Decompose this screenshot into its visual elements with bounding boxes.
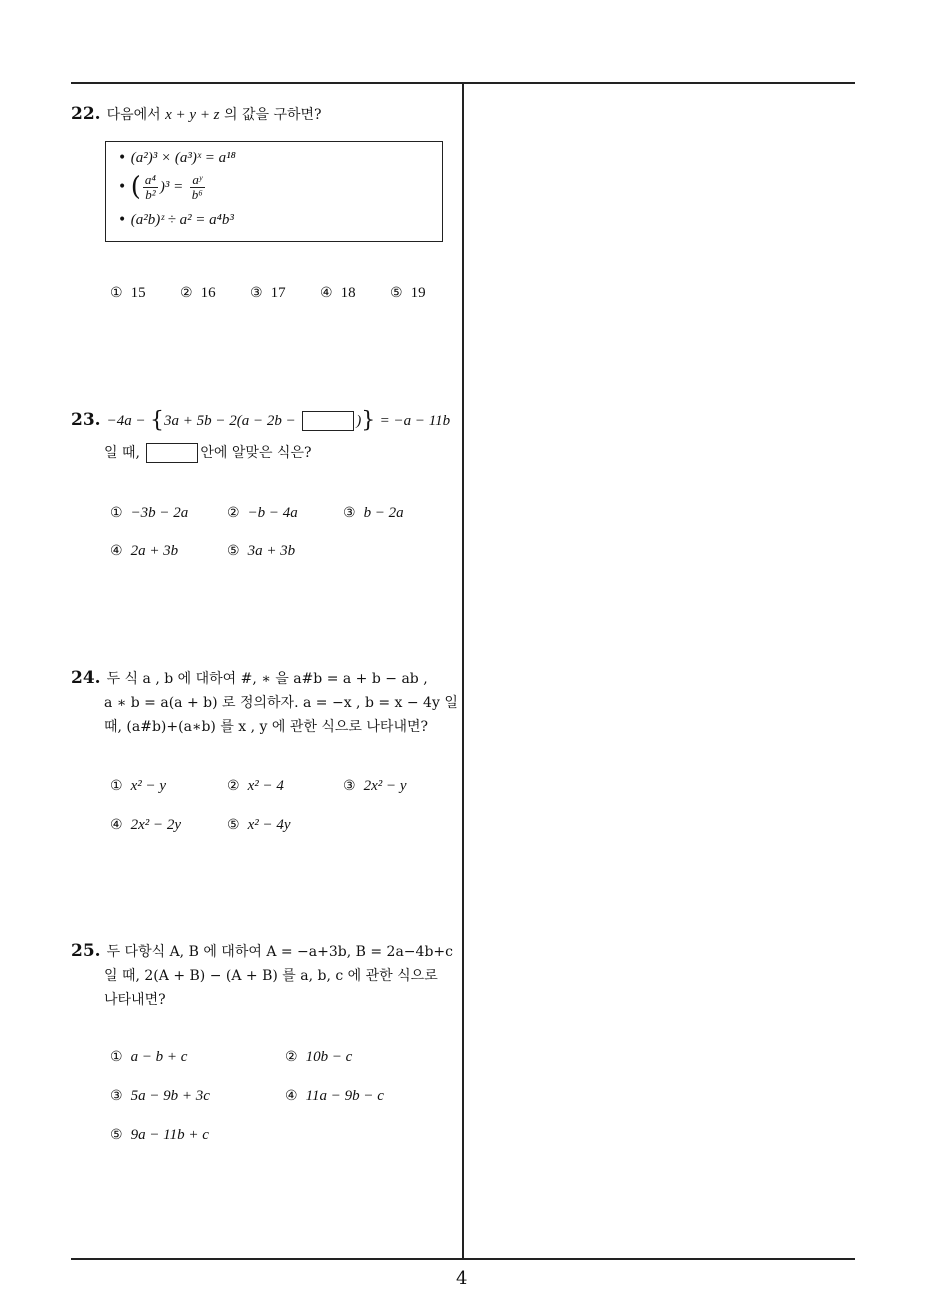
question-stem: 나타내면? bbox=[104, 992, 166, 1008]
question-23: 23. −4a − {3a + 5b − 2(a − 2b − )} = −a − 11b 일 때, 안에 알맞은 식은? bbox=[71, 408, 451, 461]
question-number: 24. bbox=[71, 668, 101, 688]
condition-1: • (a²)³ × (a³)ˣ = a¹⁸ bbox=[118, 150, 236, 166]
question-24 bbox=[71, 666, 459, 739]
condition-2: • ( $\frac{\text{a⁴}}{\text{b²}}$ )³ = $\frac{\text{aʸ}}{\text{b⁶}}$ bbox=[118, 171, 203, 202]
question-stem: 두 식 a , b 에 대하여 #, ∗ 을 a#b = a + b − ab , bbox=[106, 671, 428, 687]
choice-3[interactable]: ③ 17 bbox=[250, 285, 286, 301]
question-stem: 때, (a#b)+(a∗b) 를 x , y 에 관한 식으로 나타내면? bbox=[104, 719, 428, 735]
conditions-box bbox=[105, 141, 443, 242]
choice-5[interactable]: ⑤ x² − 4y bbox=[227, 817, 291, 833]
fraction: $\frac{\text{a⁴}}{\text{b²}}$ bbox=[144, 171, 156, 202]
question-stem: 의 값을 구하면? bbox=[219, 107, 322, 123]
choice-3[interactable]: ③ b − 2a bbox=[343, 505, 404, 521]
choice-4[interactable]: ④ 2a + 3b bbox=[110, 543, 179, 559]
page-number: 4 bbox=[456, 1268, 468, 1289]
choice-3[interactable]: ③ 2x² − y bbox=[343, 778, 407, 794]
choice-2[interactable]: ② 10b − c bbox=[285, 1049, 353, 1065]
choice-4[interactable]: ④ 2x² − 2y bbox=[110, 817, 181, 833]
question-number: 25. bbox=[71, 941, 101, 961]
choice-4[interactable]: ④ 11a − 9b − c bbox=[285, 1088, 384, 1104]
question-22 bbox=[71, 102, 459, 127]
question-number: 23. bbox=[71, 410, 101, 430]
question-stem: 일 때, 2(A + B) − (A + B) 를 a, b, c 에 관한 식으로 bbox=[104, 968, 438, 984]
choice-1[interactable]: ① −3b − 2a bbox=[110, 505, 189, 521]
condition-3: • (a²b)ᶻ ÷ a² = a⁴b³ bbox=[118, 212, 234, 228]
answer-blank bbox=[302, 411, 354, 431]
question-stem: a ∗ b = a(a + b) 로 정의하자. a = −x , b = x − 4y 일 bbox=[104, 695, 458, 711]
choice-1[interactable]: ① 15 bbox=[110, 285, 146, 301]
choice-5[interactable]: ⑤ 9a − 11b + c bbox=[110, 1127, 209, 1143]
choice-2[interactable]: ② −b − 4a bbox=[227, 505, 298, 521]
choice-1[interactable]: ① x² − y bbox=[110, 778, 166, 794]
choice-5[interactable]: ⑤ 3a + 3b bbox=[227, 543, 296, 559]
choice-3[interactable]: ③ 5a − 9b + 3c bbox=[110, 1088, 210, 1104]
question-25 bbox=[71, 939, 459, 1012]
choice-1[interactable]: ① a − b + c bbox=[110, 1049, 188, 1065]
choice-2[interactable]: ② 16 bbox=[180, 285, 216, 301]
answer-blank bbox=[146, 443, 198, 463]
bottom-rule bbox=[71, 1258, 855, 1260]
column-divider bbox=[462, 82, 464, 1259]
choice-5[interactable]: ⑤ 19 bbox=[390, 285, 426, 301]
question-stem: 두 다항식 A, B 에 대하여 A = −a+3b, B = 2a−4b+c bbox=[106, 944, 453, 960]
fraction: $\frac{\text{aʸ}}{\text{b⁶}}$ bbox=[191, 171, 203, 202]
question-stem: 다음에서 bbox=[106, 107, 166, 123]
question-stem-math: x + y + z bbox=[165, 107, 220, 123]
question-number: 22. bbox=[71, 104, 101, 124]
choice-2[interactable]: ② x² − 4 bbox=[227, 778, 284, 794]
choice-4[interactable]: ④ 18 bbox=[320, 285, 356, 301]
